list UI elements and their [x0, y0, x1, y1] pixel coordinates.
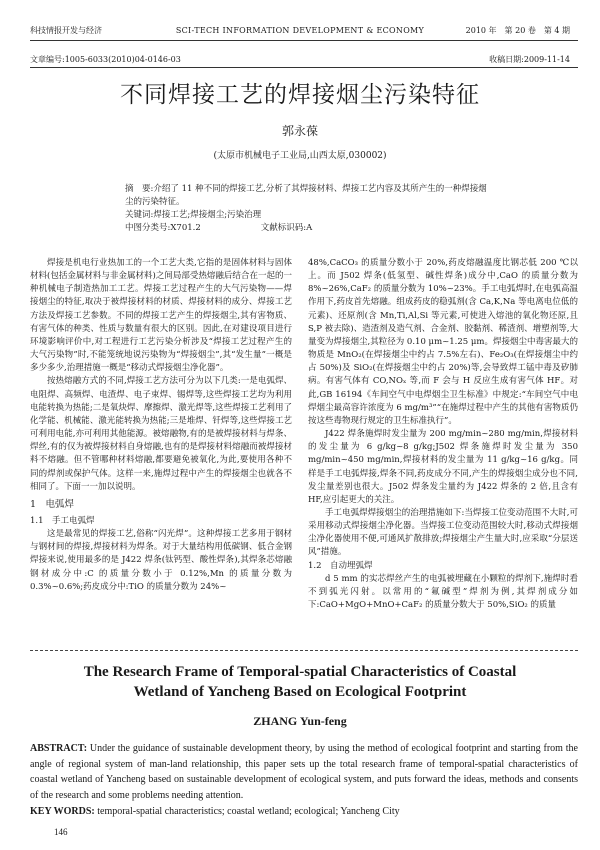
- english-title: [0, 662, 600, 702]
- english-keywords: [30, 805, 578, 819]
- abstract-label: 摘 要:: [125, 184, 154, 194]
- english-keywords-text: temporal-spatial characteristics; coastal wetland; ecological; Yancheng City: [97, 806, 400, 817]
- keywords-text: 焊接工艺;焊接烟尘;污染治理: [153, 210, 262, 220]
- right-column: [308, 257, 578, 612]
- received-date: 收稿日期:2009-11-14: [489, 55, 570, 64]
- section-heading: 1 电弧焊: [30, 498, 75, 510]
- article-author: 郭永葆: [281, 124, 318, 138]
- paragraph: 手工电弧焊焊接烟尘的治理措施如下:当焊接工位变动范围不大时,可采用移动式焊接烟尘净化器。当焊接工位变动范围较大时,移动式焊接烟尘净化器使用不便,可通风扩散排放;焊接烟尘产生量大时,应采取“分层送风”措施。: [308, 507, 578, 558]
- page-number: 146: [54, 827, 68, 837]
- paragraph: 这是最常见的焊接工艺,俗称“闪光焊”。这种焊接工艺多用于钢材与钢材间的焊接,焊接材料为焊条。对于大量结构用低碳钢、低合金钢焊接来说,使用最多的是 J422 焊条(钛钙型、酸性焊条),其焊条芯熔融钢材成分中:C 的质量分数小于 0.12%,Mn 的质量分数为 0.3%~0.6%;药皮成分中:TiO 的质量分数为 24%~: [30, 529, 292, 592]
- english-title-line-2: Wetland of Yancheng Based on Ecological Footprint: [133, 684, 467, 700]
- classification-line: [125, 222, 495, 235]
- english-abstract-text: Under the guidance of sustainable development theory, by using the method of ecological footprint and starting from the angle of regional system of man-land relationship, this paper sets up the total research frame of temporal-spatial characteristics of coastal wetland of Yancheng based on sustainable development of ecological system, and puts forward the ideas, methods and consents of the research and some problems needing attention.: [30, 743, 578, 801]
- keywords-label: 关键词:: [125, 210, 154, 220]
- english-keywords-label: KEY WORDS:: [30, 806, 95, 817]
- running-header-journal-cn: 科技情报开发与经济: [30, 26, 102, 35]
- abstract: [125, 183, 495, 209]
- article-number: 文章编号:1005-6033(2010)04-0146-03: [30, 55, 181, 64]
- article-title: 不同焊接工艺的焊接烟尘污染特征: [120, 82, 480, 108]
- clc-number: 中图分类号:X701.2: [125, 223, 201, 233]
- left-column: [30, 257, 292, 594]
- chinese-abstract-block: [125, 183, 495, 235]
- document-code: 文献标识码:A: [260, 223, 313, 233]
- subsection-heading: 1.1 手工电弧焊: [30, 515, 95, 526]
- abstract-text: 介绍了 11 种不同的焊接工艺,分析了其焊接材料、焊接工艺内容及其所产生的一种焊接烟尘的污染特征。: [125, 184, 487, 207]
- running-header-journal-en: SCI-TECH INFORMATION DEVELOPMENT & ECONOMY: [175, 26, 425, 35]
- keywords: [125, 209, 495, 222]
- header-rule: [30, 40, 578, 41]
- english-section-separator: [30, 650, 578, 651]
- running-header-issue: 2010 年 第 20 卷 第 4 期: [465, 26, 570, 35]
- english-author: ZHANG Yun-feng: [253, 714, 347, 728]
- paragraph: 48%,CaCO₃ 的质量分数小于 20%,药皮熔融温度比钢芯低 200 ℃以上。而 J502 焊条(低氢型、碱性焊条)成分中,CaO 的质量分数为 8%~26%,CaF₂ 的质量分数为 10%~23%。手工电弧焊时,在电弧高温作用下,药皮首先熔融。组成药皮的稳弧剂(含 Ca,K,Na 等电离电位低的元素)、还原剂(含 Mn,Ti,Al,Si 等元素,可使进入熔池的氧化物还原,且 S,P 被去除)、造渣剂及造气剂、合金剂、胶黏剂、稀渣剂、增塑剂等,大量变为焊接烟尘,其粒径为 0.10 μm~1.25 μm。焊接烟尘中毒害最大的物质是 MnO₂(在焊接烟尘中约占 7.5%左右)、Fe₂O₃(在焊接烟尘中约占 50%)及 SiO₂(在焊接烟尘中约占 20%)等,会导致焊工锰中毒及矽肺病。有害气体有 CO,NOₓ 等,而 F 会与 H 反应生成有害气体 HF。对此,GB 16194《车间空气中电焊烟尘卫生标准》中规定:“车间空气中电焊烟尘最高容许浓度为 6 mg/m³”“在施焊过程中产生的其他有害物质仍按这些毒物现行规定的卫生标准执行”。: [308, 258, 578, 426]
- subheader-rule: [30, 67, 578, 68]
- english-abstract: [30, 741, 578, 803]
- english-title-line-1: The Research Frame of Temporal-spatial Characteristics of Coastal: [83, 664, 517, 680]
- paragraph: J422 焊条施焊时发尘量为 200 mg/min~280 mg/min,焊接材料的发尘量为 6 g/kg~8 g/kg;J502 焊条施焊时发尘量为 350 mg/min~450 mg/min,焊接材料的发尘量为 11 g/kg~16 g/kg。同样是手工电弧焊接,焊条不同,药皮成分不同,产生的焊接烟尘成分也不同,发尘量差别也很大。J502 焊条发尘量约为 J422 焊条的 2 倍,且含有 HF,应引起更大的关注。: [308, 429, 578, 505]
- paragraph: d 5 mm 的实芯焊丝产生的电弧被埋藏在小颗粒的焊剂下,施焊时看不到弧光闪射。以常用的“氟碱型”焊剂为例,其焊剂成分如下:CaO+MgO+MnO+CaF₂ 的质量分数大于 50%,SiO₂ 的质量: [308, 573, 578, 611]
- paragraph: 按热熔融方式的不同,焊接工艺方法可分为以下几类:一是电弧焊、电阻焊、高频焊、电渣焊、电子束焊、锡焊等,这些焊接工艺均为利用电能转换为热能;二是氧炔焊、摩擦焊、激光焊等,这些焊接工艺利用了化学能、机械能、激光能转换为热能;三是堆焊、钎焊等,这些焊接工艺可利用电能,亦可利用其他能源。被熔融物,有的是被焊接材料与焊条、焊丝,有的仅为被焊接材料自身熔融,也有的是焊接材料熔融而被焊接材料不熔融。但不管哪种材料熔融,都要避免被氧化,为此,要使用各种不同的焊剂或保护气体。这样一来,施焊过程中产生的焊接烟尘也就各不相同了。下面一一加以说明。: [30, 376, 292, 492]
- paragraph: 焊接是机电行业热加工的一个工艺大类,它指的是固体材料与固体材料(包括金属材料与非金属材料)之间局部受热熔融后结合在一起的一种机械电子制造热加工工艺。焊接工艺过程产生的大气污染物——焊接烟尘的特征,取决于被焊接材料的材质、焊接材料的成分、焊接工艺方法及焊接工艺参数。不同的焊接工艺产生的焊接烟尘,其有害物质、有害气体的种类、性质与数量有很大的区别。因此,在对建设项目进行环境影响评价中,对工程进行工艺污染分析涉及“焊接工艺过程产生的大气污染物”时,不能笼统地说污染物为“焊接烟尘”,其“发生量”一概是多少多少,治理措施一概是“移动式焊接烟尘净化器”。: [30, 258, 292, 374]
- subsection-heading: 1.2 自动埋弧焊: [308, 560, 373, 571]
- author-affiliation: (太原市机械电子工业局,山西太原,030002): [213, 151, 387, 161]
- english-abstract-label: ABSTRACT:: [30, 743, 88, 754]
